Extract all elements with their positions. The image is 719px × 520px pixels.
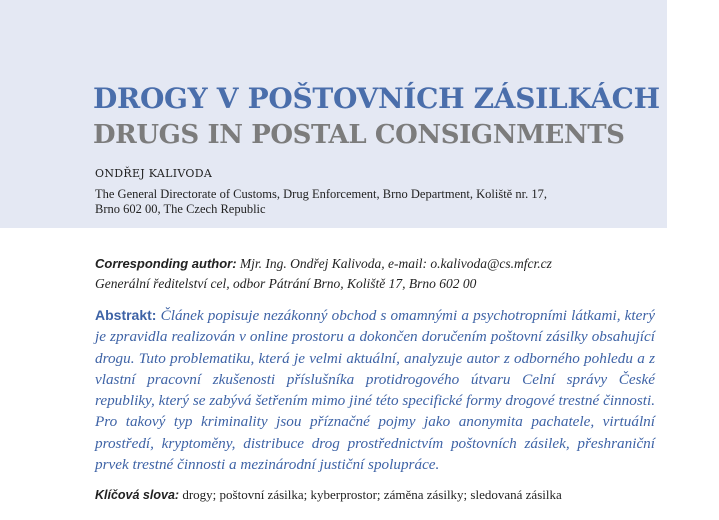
abstract-text: Článek popisuje nezákonný obchod s omamnými a psychotropními látkami, který je zpravidla realizován v online prostoru a dokončen doručením poštovní zásilky obsahující drogu. Tuto problematiku, která je velmi aktuální, analyzuje autor z odborného pohledu a z vlastní pracovní zkušenosti příslušníka protidrogového útvaru Celní správy České republiky, který se zabývá šetřením mimo jiné této specifické formy drogové trestné činnosti. Pro takový typ kriminality jsou příznačné pojmy jako anonymita pachatele, virtuální prostředí, kryptoměny, distribuce drog prostřednictvím poštovních zásilek, přeshraniční prvek trestné činnosti a mezinárodní justiční spolupráce. [95,307,655,474]
author-name: ONDŘEJ KALIVODA [95,167,213,180]
corresponding-author-label: Corresponding author: [95,256,237,271]
corresponding-author-line [95,254,655,274]
corresponding-author [95,254,655,294]
affiliation-line-2: Brno 602 00, The Czech Republic [95,202,266,216]
keywords-text: drogy; poštovní zásilka; kyberprostor; záměna zásilky; sledovaná zásilka [179,487,562,502]
keywords-label: Klíčová slova: [95,488,180,502]
title-czech: DROGY V POŠTOVNÍCH ZÁSILKÁCH [93,82,660,115]
page-margin [667,0,719,520]
author-affiliation [95,187,595,217]
title-english: DRUGS IN POSTAL CONSIGNMENTS [93,120,625,150]
corresponding-author-contact: Mjr. Ing. Ondřej Kalivoda, e-mail: o.kalivoda@cs.mfcr.cz [236,256,552,271]
affiliation-line-1: The General Directorate of Customs, Drug Enforcement, Brno Department, Koliště nr. 17, [95,187,547,201]
abstract [95,305,655,475]
abstract-label: Abstrakt: [95,307,157,323]
corresponding-author-address: Generální ředitelství cel, odbor Pátrání Brno, Koliště 17, Brno 602 00 [95,276,477,291]
keywords [95,487,655,503]
